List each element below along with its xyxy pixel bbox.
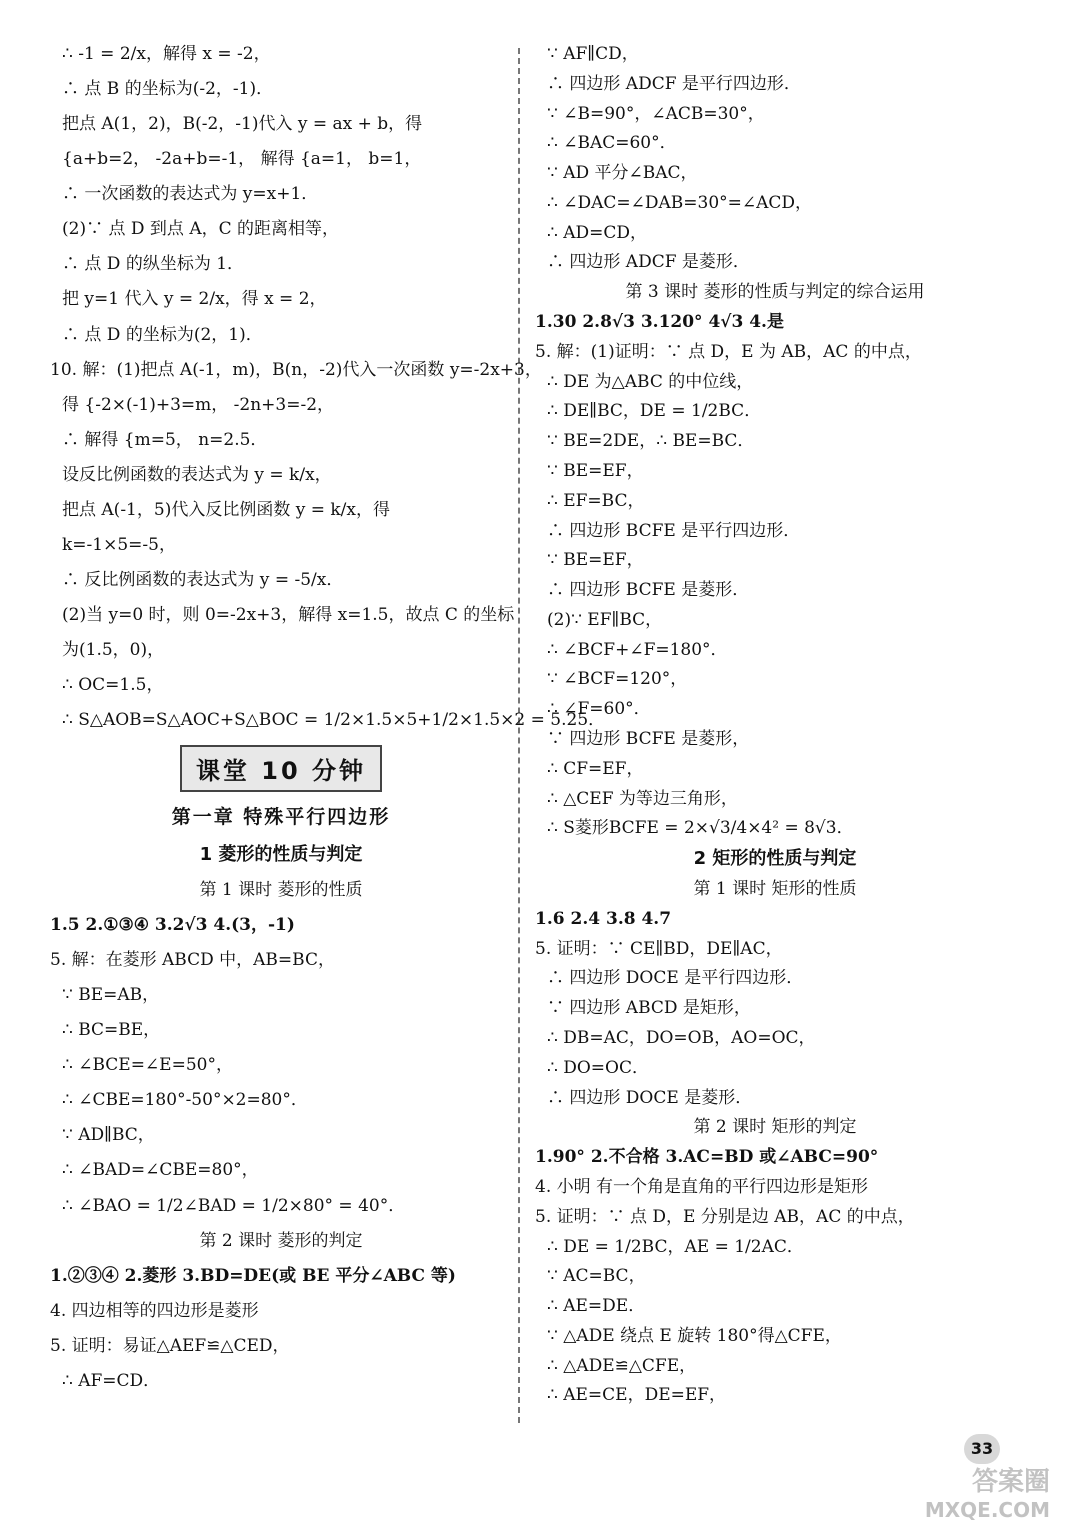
text-line: ∴ AE=CE，DE=EF，: [547, 1385, 727, 1406]
text-line: ∴ ∠CBE=180°-50°×2=80°．: [62, 1090, 308, 1111]
text-line: ∵ △ADE 绕点 E 旋转 180°得△CFE，: [547, 1325, 842, 1346]
text-line: ∴ DE 为△ABC 的中位线，: [547, 371, 754, 392]
text-line: ∴ 一次函数的表达式为 y=x+1．: [62, 184, 319, 205]
text-line: ∴ S△AOB=S△AOC+S△BOC = 1/2×1.5×5+1/2×1.5×2 = 5.25．: [62, 710, 606, 731]
rectangle-lesson2-answers: [535, 1147, 1015, 1407]
text-line: ∴ ∠BAO = 1/2∠BAD = 1/2×80° = 40°．: [62, 1195, 406, 1216]
text-line: ∴ 解得 {m=5， n=2.5．: [62, 429, 268, 450]
page-number: 33: [964, 1434, 1000, 1464]
text-line: 10. 解：(1)把点 A(-1，m)，B(n，-2)代入一次函数 y=-2x+3，: [50, 359, 542, 380]
text-line: ∴ AF=CD．: [62, 1370, 161, 1391]
text-line: 为(1.5，0)，: [62, 640, 165, 661]
lesson1-answers: [50, 915, 512, 1217]
text-line: (2)当 y=0 时，则 0=-2x+3，解得 x=1.5，故点 C 的坐标: [62, 605, 515, 625]
text-line: {a+b=2， -2a+b=-1， 解得 {a=1， b=1，: [62, 149, 422, 170]
lesson-title-rhombus-criteria: 第 2 课时 菱形的判定: [199, 1230, 363, 1251]
text-line: ∴ AD=CD，: [547, 222, 648, 243]
text-line: k=-1×5=-5，: [62, 534, 176, 555]
text-line: 5. 证明：∵ CE∥BD，DE∥AC，: [535, 938, 783, 959]
rectangle-lesson1-answers: [535, 909, 1015, 1109]
text-line: ∴ CF=EF，: [547, 758, 644, 779]
text-line: ∴ 四边形 ADCF 是菱形．: [547, 252, 750, 273]
text-line: ∴ 反比例函数的表达式为 y = -5/x．: [62, 569, 344, 590]
text-line: 1.30 2.8√3 3.120° 4√3 4.是: [535, 312, 784, 333]
text-line: ∴ 四边形 BCFE 是菱形．: [547, 580, 750, 601]
lesson-title-rectangle-criteria: 第 2 课时 矩形的判定: [693, 1117, 857, 1138]
lesson2-answers: [50, 1266, 512, 1392]
section-title-rhombus: 1 菱形的性质与判定: [199, 843, 363, 865]
text-line: ∴ 四边形 DOCE 是平行四边形．: [547, 968, 804, 989]
text-line: ∴ 点 D 的纵坐标为 1．: [62, 254, 245, 275]
text-line: 5. 解：(1)证明：∵ 点 D，E 为 AB，AC 的中点，: [535, 341, 922, 362]
text-line: 4. 四边相等的四边形是菱形: [50, 1300, 259, 1321]
text-line: ∵ BE=EF，: [547, 550, 644, 571]
text-line: ∴ ∠BAD=∠CBE=80°，: [62, 1160, 259, 1181]
text-line: ∴ 点 B 的坐标为(-2，-1)．: [62, 79, 274, 100]
text-line: 设反比例函数的表达式为 y = k/x，: [62, 464, 332, 485]
text-line: ∴ DO=OC．: [547, 1057, 649, 1078]
text-line: 5. 证明：易证△AEF≌△CED，: [50, 1335, 290, 1356]
text-line: 4. 小明 有一个角是直角的平行四边形是矩形: [535, 1176, 869, 1197]
text-line: 把点 A(1，2)，B(-2，-1)代入 y = ax + b，得: [62, 114, 423, 135]
watermark-text-cn: 答案圈: [971, 1467, 1050, 1497]
watermark-text-url: MXQE.COM: [924, 1498, 1050, 1522]
text-line: ∵ BE=AB，: [62, 985, 160, 1006]
lesson-title-rectangle-properties: 第 1 课时 矩形的性质: [693, 879, 857, 900]
text-line: ∴ ∠BCE=∠E=50°，: [62, 1055, 233, 1076]
text-line: ∵ AF∥CD，: [547, 44, 639, 64]
text-line: ∴ ∠DAC=∠DAB=30°=∠ACD，: [547, 192, 813, 213]
text-line: ∴ ∠BAC=60°．: [547, 133, 677, 154]
lesson-title-rhombus-properties: 第 1 课时 菱形的性质: [199, 879, 363, 900]
text-line: ∴ △CEF 为等边三角形，: [547, 788, 738, 809]
text-line: ∴ △ADE≌△CFE，: [547, 1355, 697, 1376]
text-line: 把点 A(-1，5)代入反比例函数 y = k/x，得: [62, 499, 390, 520]
text-line: ∵ BE=EF，: [547, 460, 644, 481]
text-line: ∴ -1 = 2/x，解得 x = -2，: [62, 44, 271, 64]
text-line: ∴ 点 D 的坐标为(2，1)．: [62, 324, 263, 345]
text-line: ∴ 四边形 DOCE 是菱形．: [547, 1087, 753, 1108]
text-line: ∴ S菱形BCFE = 2×√3/4×4² = 8√3．: [547, 818, 854, 839]
text-line: ∵ AC=BC，: [547, 1266, 646, 1287]
text-line: ∴ ∠BCF+∠F=180°．: [547, 639, 728, 660]
text-line: ∵ AD∥BC，: [62, 1125, 155, 1146]
text-line: ∵ AD 平分∠BAC，: [547, 163, 698, 184]
text-line: ∵ 四边形 ABCD 是矩形，: [547, 998, 751, 1019]
text-line: 1.6 2.4 3.8 4.7: [535, 908, 672, 929]
text-line: ∵ BE=2DE，∴ BE=BC．: [547, 431, 755, 452]
text-line: 5. 证明：∵ 点 D，E 分别是边 AB，AC 的中点，: [535, 1206, 915, 1227]
text-line: (2)∵ 点 D 到点 A，C 的距离相等，: [62, 219, 340, 240]
text-line: ∴ BC=BE，: [62, 1020, 161, 1041]
text-line: ∴ 四边形 ADCF 是平行四边形．: [547, 73, 801, 94]
chapter-title: 第一章 特殊平行四边形: [171, 806, 391, 829]
watermark-logo: [890, 1468, 1050, 1524]
lesson-title-rhombus-combined: 第 3 课时 菱形的性质与判定的综合运用: [625, 282, 925, 303]
text-line: ∵ ∠BCF=120°，: [547, 669, 688, 690]
text-line: 1.90° 2.不合格 3.AC=BD 或∠ABC=90°: [535, 1147, 879, 1168]
text-line: ∴ EF=BC，: [547, 490, 645, 511]
text-line: ∴ DE∥BC，DE = 1/2BC．: [547, 401, 762, 422]
section-title-rectangle: 2 矩形的性质与判定: [693, 848, 857, 870]
text-line: ∴ OC=1.5，: [62, 675, 164, 696]
text-line: ∴ DE = 1/2BC，AE = 1/2AC．: [547, 1236, 804, 1257]
text-line: 把 y=1 代入 y = 2/x，得 x = 2，: [62, 289, 327, 310]
text-line: (2)∵ EF∥BC，: [547, 609, 663, 630]
text-line: 1.②③④ 2.菱形 3.BD=DE(或 BE 平分∠ABC 等): [50, 1265, 456, 1286]
text-line: ∴ DB=AC，DO=OB，AO=OC，: [547, 1028, 816, 1049]
text-line: 得 {-2×(-1)+3=m， -2n+3=-2，: [62, 394, 335, 415]
right-continued-lines: [535, 44, 1015, 274]
section-banner: 课堂 10 分钟: [180, 745, 382, 792]
banner-wrap: [50, 745, 512, 792]
text-line: ∴ ∠F=60°．: [547, 699, 651, 720]
text-line: 5. 解：在菱形 ABCD 中，AB=BC，: [50, 950, 335, 971]
text-line: 1.5 2.①③④ 3.2√3 4.(3，-1): [50, 915, 295, 935]
text-line: ∴ AE=DE．: [547, 1296, 646, 1317]
text-line: ∴ 四边形 BCFE 是平行四边形．: [547, 520, 801, 541]
column-divider: [518, 48, 520, 1423]
right-column: [535, 44, 1015, 1415]
text-line: ∵ 四边形 BCFE 是菱形，: [547, 728, 750, 749]
lesson3-answers: [535, 312, 1015, 840]
text-line: ∵ ∠B=90°，∠ACB=30°，: [547, 103, 765, 124]
